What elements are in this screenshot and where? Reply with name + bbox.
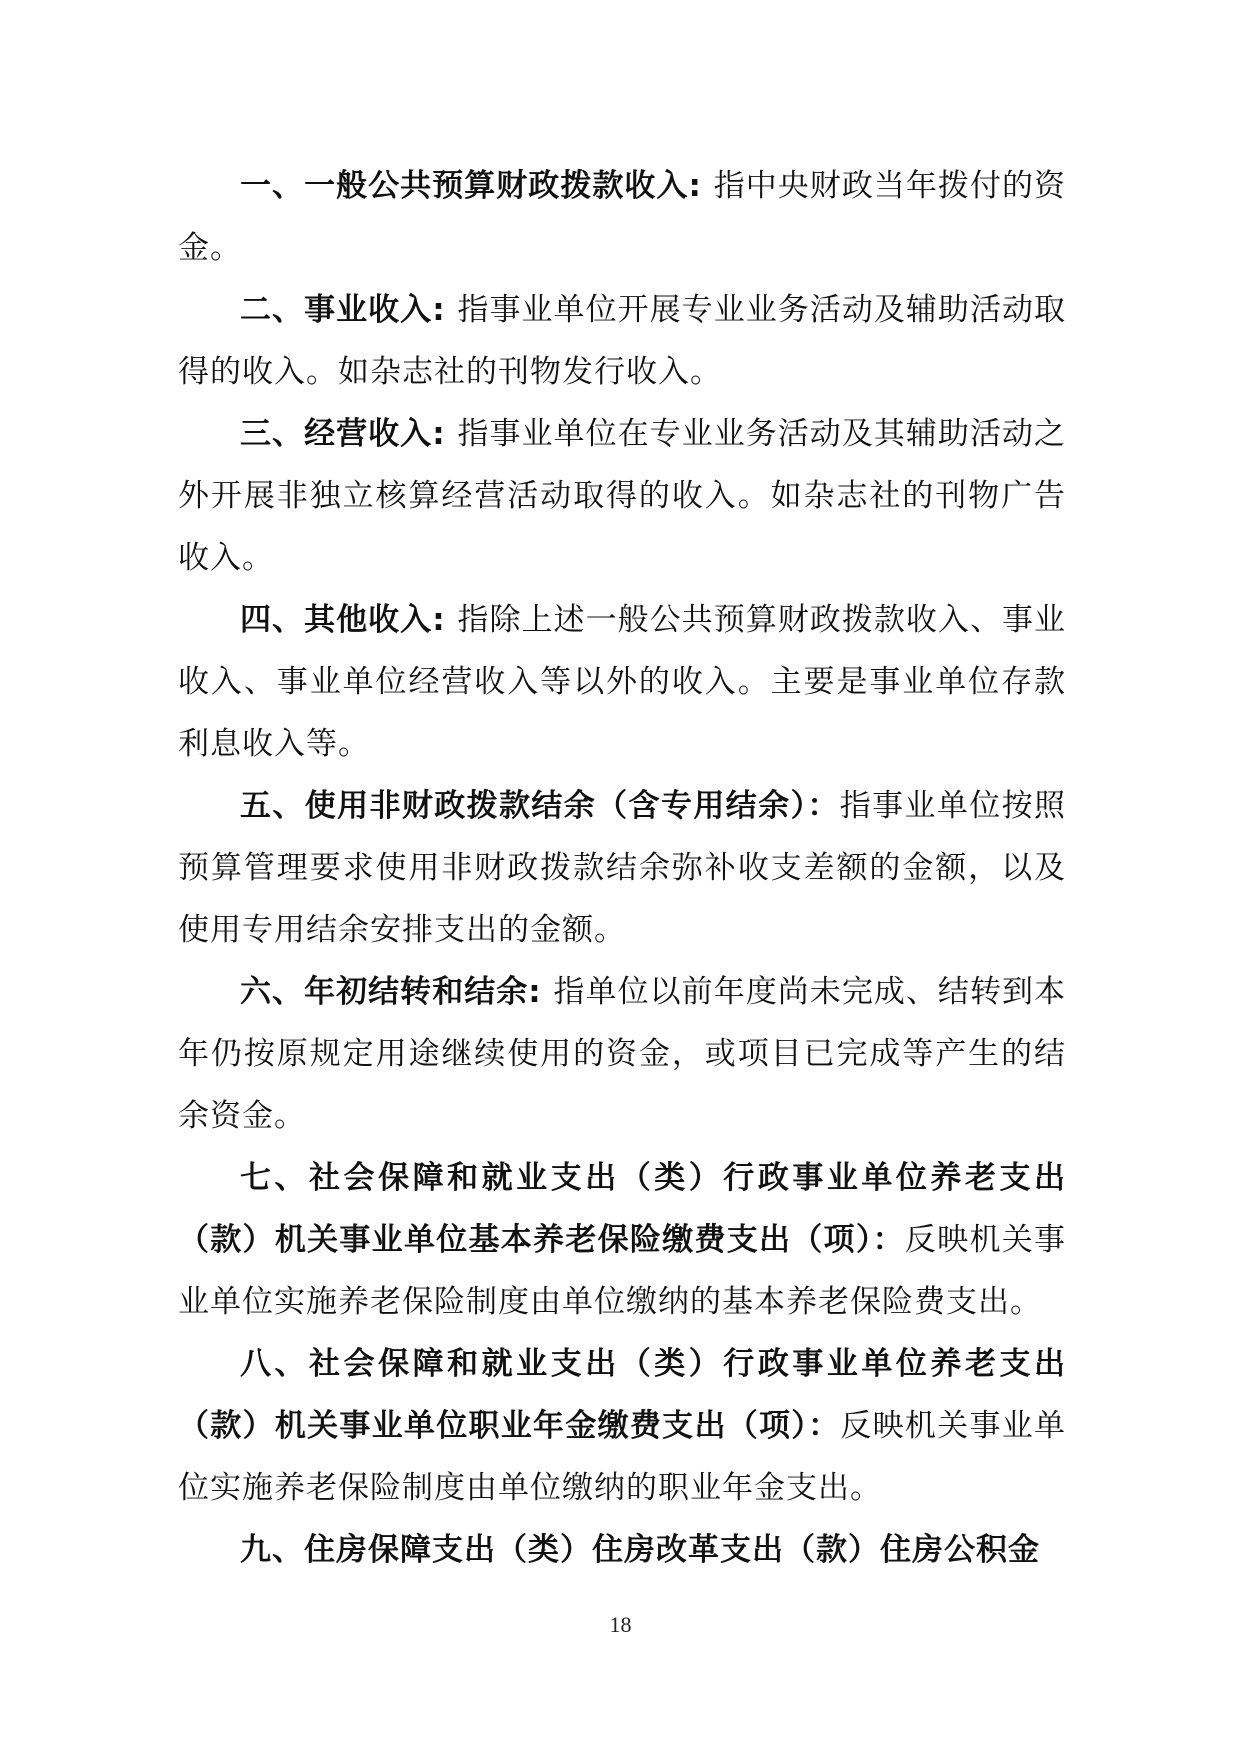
term-colon: ： (807, 788, 840, 824)
term-heading: 一、一般公共预算财政拨款收入 (240, 168, 689, 204)
paragraph-body: 指中央财政当年拨付的资金。 (178, 168, 1067, 266)
term-colon: ： (808, 1408, 841, 1444)
term-colon: ： (872, 1222, 905, 1258)
term-heading: 九、住房保障支出（类）住房改革支出（款）住房公积金 (240, 1532, 1040, 1568)
term-colon: : (528, 974, 554, 1010)
paragraph-occupational-annuity (178, 1333, 1066, 1519)
page-number: 18 (609, 1612, 632, 1637)
paragraph-non-fiscal-balance (178, 775, 1066, 961)
paragraph-carryover (178, 961, 1066, 1147)
term-colon: : (432, 602, 458, 638)
paragraph-body: 指事业单位开展专业业务活动及辅助活动取得的收入。如杂志社的刊物发行收入。 (178, 292, 1067, 390)
paragraph-body: 指事业单位按照预算管理要求使用非财政拨款结余弥补收支差额的金额，以及使用专用结余安排支出的金额。 (178, 788, 1067, 948)
term-heading: 二、事业收入 (240, 292, 433, 328)
term-heading: 八、社会保障和就业支出（类）行政事业单位养老支出（款）机关事业单位职业年金缴费支出（项） (178, 1346, 1066, 1444)
paragraph-basic-pension (178, 1147, 1066, 1333)
term-colon: : (432, 292, 458, 328)
paragraph-general-budget-income (178, 155, 1066, 279)
paragraph-body: 指单位以前年度尚未完成、结转到本年仍按原规定用途继续使用的资金，或项目已完成等产生的结余资金。 (178, 974, 1067, 1134)
term-heading: 五、使用非财政拨款结余（含专用结余） (240, 788, 808, 824)
term-colon: : (688, 168, 714, 204)
paragraph-body: 指事业单位在专业业务活动及其辅助活动之外开展非独立核算经营活动取得的收入。如杂志社的刊物广告收入。 (178, 416, 1067, 576)
paragraph-body: 反映机关事业单位实施养老保险制度由单位缴纳的职业年金支出。 (178, 1408, 1067, 1506)
paragraph-body: 反映机关事业单位实施养老保险制度由单位缴纳的基本养老保险费支出。 (178, 1222, 1067, 1320)
paragraph-other-income (178, 589, 1066, 775)
term-heading: 七、社会保障和就业支出（类）行政事业单位养老支出（款）机关事业单位基本养老保险缴费支出（项） (178, 1160, 1066, 1258)
term-heading: 四、其他收入 (240, 602, 433, 638)
term-heading: 六、年初结转和结余 (240, 974, 529, 1010)
body-text (178, 155, 1066, 1581)
term-heading: 三、经营收入 (240, 416, 433, 452)
paragraph-housing-fund (178, 1519, 1066, 1581)
paragraph-body: 指除上述一般公共预算财政拨款收入、事业收入、事业单位经营收入等以外的收入。主要是事业单位存款利息收入等。 (178, 602, 1067, 762)
paragraph-business-income (178, 279, 1066, 403)
paragraph-operating-income (178, 403, 1066, 589)
term-colon: : (432, 416, 458, 452)
